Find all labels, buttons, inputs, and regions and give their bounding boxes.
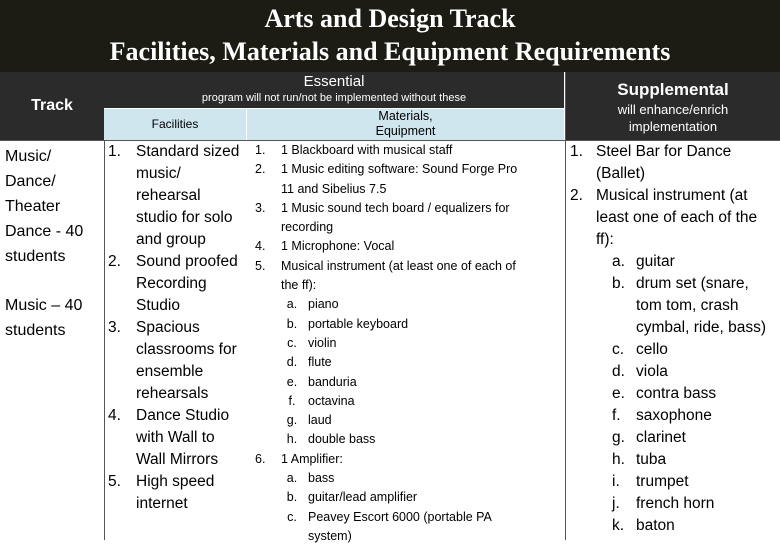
- item-letter: f.: [288, 393, 296, 408]
- material-text-line: 11 and Sibelius 7.5: [281, 181, 387, 196]
- item-letter: a.: [286, 297, 298, 312]
- facility-text-line: Standard sized: [136, 143, 240, 160]
- material-text-line: 1 Amplifier:: [281, 451, 343, 466]
- item-number: 1.: [108, 143, 121, 160]
- facility-text-line: Sound proofed: [136, 253, 238, 270]
- material-sublist: [281, 469, 563, 546]
- material-subitem-text: flute: [308, 355, 332, 370]
- facility-text-line: classrooms for: [136, 341, 237, 358]
- supplemental-subitem-text: baton: [636, 517, 675, 534]
- facility-text-line: with Wall to: [136, 429, 215, 446]
- material-subitem-text: system): [308, 528, 352, 543]
- supplemental-header: [566, 72, 780, 140]
- supplemental-subitem: [596, 471, 778, 493]
- material-subitem-text: bass: [308, 471, 335, 486]
- material-sublist: [281, 295, 563, 449]
- supplemental-subitem-text: tuba: [636, 451, 667, 468]
- material-item: [251, 257, 563, 450]
- supplemental-subitem: [596, 339, 778, 361]
- supplemental-subitem: [596, 383, 778, 405]
- facilities-header-label: Facilities: [151, 117, 199, 131]
- supplemental-subitem-text: contra bass: [636, 385, 717, 402]
- material-subitem: [281, 527, 563, 546]
- item-letter: c.: [612, 341, 625, 358]
- supplemental-item: [570, 141, 778, 185]
- material-subitem-text: octavina: [308, 393, 355, 408]
- facility-text-line: High speed: [136, 473, 215, 490]
- materials-header-label: [247, 109, 564, 139]
- supplemental-text-line: Steel Bar for Dance: [596, 143, 732, 160]
- supplemental-subitem: [596, 515, 778, 537]
- material-text-line: 1 Music editing software: Sound Forge Pro: [281, 162, 518, 177]
- item-letter: g.: [612, 429, 625, 446]
- material-subitem: [281, 430, 563, 449]
- page-title: Arts and Design Track: [264, 4, 516, 33]
- material-subitem: [281, 373, 563, 392]
- facility-item: [108, 317, 246, 405]
- supplemental-text-line: (Ballet): [596, 165, 646, 182]
- supplemental-header-note: [566, 101, 780, 135]
- item-number: 2.: [255, 162, 266, 177]
- column-divider: [104, 140, 105, 540]
- essential-header-title: Essential: [303, 73, 365, 90]
- supplemental-header-title: Supplemental: [617, 80, 729, 99]
- item-number: 1.: [570, 143, 583, 160]
- material-subitem: [281, 295, 563, 314]
- track-label-line: Music – 40: [5, 297, 83, 314]
- material-item: [251, 450, 563, 546]
- item-number: 6.: [255, 451, 266, 466]
- supplemental-subitem-text: drum set (snare,: [636, 275, 749, 292]
- item-letter: b.: [286, 490, 298, 505]
- item-number: 3.: [108, 319, 121, 336]
- facilities-list: [108, 141, 246, 515]
- facility-text-line: Studio: [136, 297, 180, 314]
- item-letter: c.: [287, 335, 297, 350]
- material-text-line: 1 Music sound tech board / equalizers for: [281, 200, 510, 215]
- material-text-line: 1 Microphone: Vocal: [281, 239, 395, 254]
- supplemental-subitem-text: tom tom, crash: [636, 297, 739, 314]
- track-header-label: Track: [31, 97, 73, 114]
- track-header: [0, 72, 104, 140]
- material-subitem-text: guitar/lead amplifier: [308, 490, 418, 505]
- material-subitem-text: Peavey Escort 6000 (portable PA: [308, 509, 492, 524]
- supplemental-subitem-text: cello: [636, 341, 668, 358]
- facility-text-line: internet: [136, 495, 188, 512]
- item-letter: e.: [286, 374, 298, 389]
- item-number: 5.: [108, 473, 121, 490]
- item-number: 3.: [255, 200, 266, 215]
- supplemental-text-line: least one of each of the: [596, 209, 758, 226]
- materials-header-line: Equipment: [375, 124, 436, 138]
- material-item: [251, 160, 563, 199]
- material-subitem: [281, 469, 563, 488]
- material-subitem: [281, 411, 563, 430]
- item-number: 1.: [255, 143, 266, 157]
- supplemental-subitem: [596, 251, 778, 273]
- supplemental-subitem-text: guitar: [636, 253, 675, 270]
- material-subitem-text: banduria: [308, 374, 357, 389]
- material-item: [251, 237, 563, 256]
- supplemental-subitem: [596, 405, 778, 427]
- material-subitem-text: portable keyboard: [308, 316, 409, 331]
- item-letter: h.: [286, 432, 298, 447]
- facility-text-line: studio for solo: [136, 209, 233, 226]
- material-subitem: [281, 334, 563, 353]
- supplemental-subitem-text: cymbal, ride, bass): [636, 319, 767, 336]
- track-label-line: Music/: [5, 148, 52, 165]
- materials-header-line: Materials,: [378, 109, 433, 123]
- item-letter: d.: [612, 363, 625, 380]
- material-text-line: 1 Blackboard with musical staff: [281, 143, 453, 157]
- supplemental-subitem-text: clarinet: [636, 429, 686, 446]
- material-subitem-text: double bass: [308, 432, 376, 447]
- item-letter: i.: [612, 473, 620, 490]
- track-label-line: Theater: [5, 198, 61, 215]
- material-subitem: [281, 508, 563, 527]
- supplemental-text-line: ff):: [596, 231, 614, 248]
- material-subitem-text: violin: [308, 335, 337, 350]
- track-label-line: Dance - 40: [5, 223, 84, 240]
- item-letter: e.: [612, 385, 625, 402]
- material-item: [251, 141, 563, 160]
- material-text-line: the ff):: [281, 278, 317, 293]
- materials-list: [251, 141, 563, 546]
- material-subitem-text: piano: [308, 297, 339, 312]
- facility-item: [108, 251, 246, 317]
- facility-text-line: Dance Studio: [136, 407, 230, 424]
- materials-header: [247, 109, 564, 140]
- supplemental-note-line: implementation: [628, 119, 718, 134]
- item-number: 2.: [570, 187, 583, 204]
- supplemental-list: [570, 141, 778, 537]
- material-text-line: recording: [281, 220, 334, 235]
- facilities-header: [104, 109, 246, 140]
- supplemental-item: [570, 185, 778, 537]
- page-subtitle: Facilities, Materials and Equipment Requirements: [109, 37, 671, 66]
- material-subitem: [281, 392, 563, 411]
- item-letter: j.: [612, 495, 620, 512]
- track-label-line: students: [5, 322, 66, 339]
- supplemental-subitem-text: saxophone: [636, 407, 712, 424]
- material-subitem-text: laud: [308, 413, 332, 428]
- supplemental-subitem: [596, 273, 778, 339]
- material-item: [251, 199, 563, 238]
- facility-item: [108, 405, 246, 471]
- item-number: 5.: [255, 258, 266, 273]
- item-letter: d.: [286, 355, 298, 370]
- item-letter: b.: [612, 275, 625, 292]
- item-number: 4.: [108, 407, 121, 424]
- facility-text-line: rehearsals: [136, 385, 209, 402]
- facility-text-line: and group: [136, 231, 206, 248]
- column-divider: [565, 72, 566, 540]
- item-letter: h.: [612, 451, 625, 468]
- track-column: [5, 144, 101, 343]
- title-bar: [0, 0, 780, 72]
- track-music-dance-theater: [5, 144, 101, 269]
- track-music: [5, 293, 101, 343]
- supplemental-subitem: [596, 361, 778, 383]
- facility-item: [108, 471, 246, 515]
- supplemental-text-line: Musical instrument (at: [596, 187, 748, 204]
- essential-header: [104, 72, 564, 108]
- facility-text-line: ensemble: [136, 363, 204, 380]
- supplemental-subitem: [596, 449, 778, 471]
- material-subitem: [281, 353, 563, 372]
- facility-text-line: music/: [136, 165, 181, 182]
- facility-text-line: Wall Mirrors: [136, 451, 219, 468]
- material-subitem: [281, 315, 563, 334]
- item-letter: g.: [286, 413, 298, 428]
- facility-text-line: Spacious: [136, 319, 200, 336]
- supplemental-subitem: [596, 493, 778, 515]
- item-letter: k.: [612, 517, 625, 534]
- item-letter: a.: [286, 471, 298, 486]
- supplemental-note-line: will enhance/enrich: [617, 102, 729, 117]
- supplemental-subitem-text: viola: [636, 363, 668, 380]
- track-label-line: students: [5, 248, 66, 265]
- item-letter: c.: [287, 509, 297, 524]
- item-number: 2.: [108, 253, 121, 270]
- supplemental-subitem-text: trumpet: [636, 473, 689, 490]
- track-label-line: Dance/: [5, 173, 56, 190]
- item-number: 4.: [255, 239, 266, 254]
- supplemental-subitem: [596, 427, 778, 449]
- material-text-line: Musical instrument (at least one of each of: [281, 258, 516, 273]
- facility-text-line: rehearsal: [136, 187, 201, 204]
- item-letter: b.: [286, 316, 298, 331]
- item-letter: a.: [612, 253, 625, 270]
- supplemental-sublist: [596, 251, 778, 537]
- facility-text-line: Recording: [136, 275, 207, 292]
- item-letter: f.: [612, 407, 621, 424]
- supplemental-subitem-text: french horn: [636, 495, 715, 512]
- material-subitem: [281, 488, 563, 507]
- essential-header-note: program will not run/not be implemented without these: [201, 92, 467, 104]
- facility-item: [108, 141, 246, 251]
